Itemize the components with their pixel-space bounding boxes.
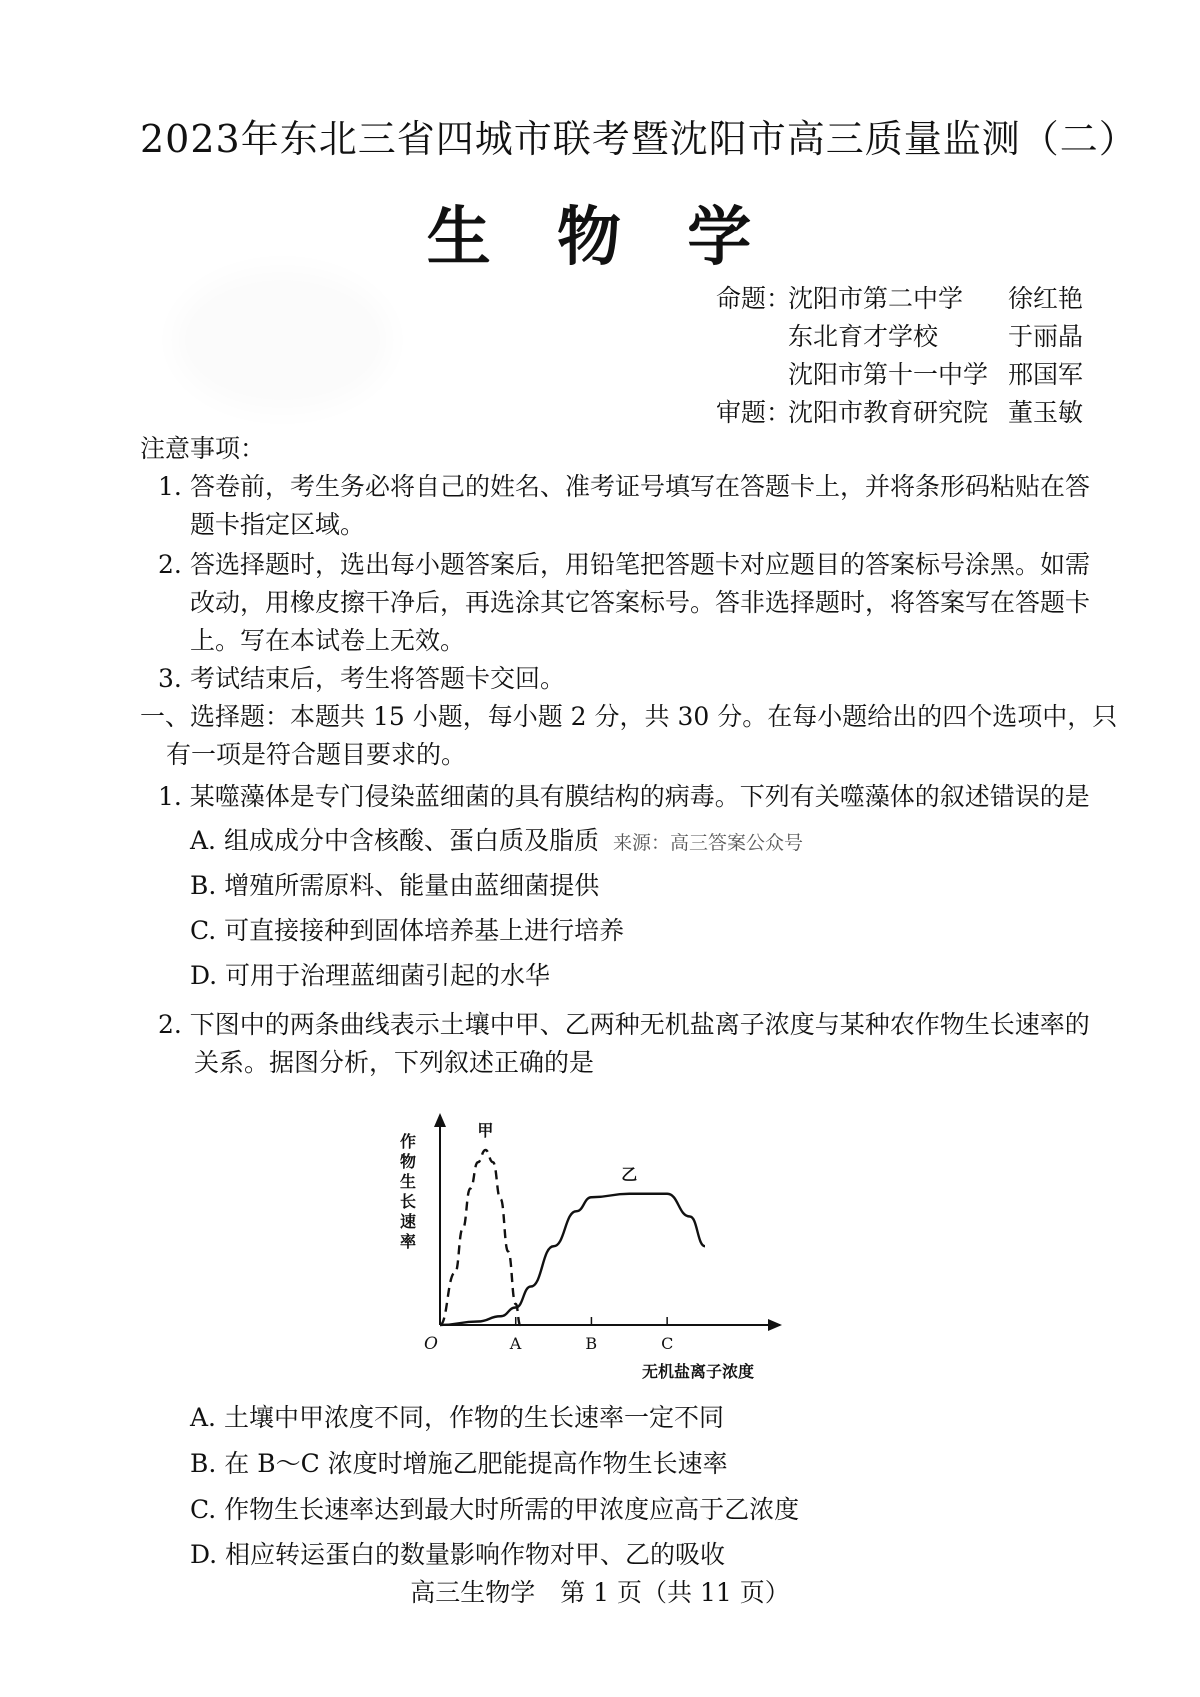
note-text	[190, 468, 1090, 544]
page-footer: 高三生物学 第 1 页（共 11 页）	[410, 1578, 790, 1607]
stem-line: 2. 下图中的两条曲线表示土壤中甲、乙两种无机盐离子浓度与某种农作物生长速率的	[158, 1010, 1090, 1039]
series-label: 乙	[621, 1164, 638, 1184]
series-line-jia	[440, 1150, 520, 1325]
section-line: 有一项是符合题目要求的。	[166, 740, 467, 769]
series-label: 甲	[477, 1121, 494, 1140]
author-role	[716, 318, 788, 356]
note-line: 上。写在本试卷上无效。	[190, 626, 466, 655]
author-name: 于丽晶	[1008, 322, 1084, 351]
note-line: 改动，用橡皮擦干净后，再选涂其它答案标号。答非选择题时，将答案写在答题卡	[190, 588, 1091, 617]
y-axis-label	[400, 1132, 416, 1251]
x-tick-label: B	[585, 1334, 598, 1353]
exam-title: 2023年东北三省四城市联考暨沈阳市高三质量监测（二）	[140, 117, 1138, 161]
note-number: 1.	[158, 472, 182, 501]
author-school: 沈阳市教育研究院	[788, 398, 989, 427]
note-line: 题卡指定区域。	[190, 510, 366, 539]
note-line: 考试结束后，考生将答题卡交回。	[190, 664, 566, 693]
note-item	[158, 660, 182, 698]
question-2-option-c: C. 作物生长速率达到最大时所需的甲浓度应高于乙浓度	[190, 1495, 800, 1524]
question-2-stem	[158, 1006, 1090, 1082]
author-school: 沈阳市第十一中学	[788, 360, 989, 389]
series-line-yi	[440, 1194, 705, 1325]
question-1-stem: 1. 某噬藻体是专门侵染蓝细菌的具有膜结构的病毒。下列有关噬藻体的叙述错误的是	[158, 782, 1090, 811]
x-ticks	[509, 1317, 674, 1353]
author-role	[716, 356, 788, 394]
author-row	[716, 318, 1088, 356]
x-axis-label: 无机盐离子浓度	[642, 1362, 755, 1381]
growth-rate-chart	[380, 1105, 820, 1385]
author-school: 东北育才学校	[788, 322, 939, 351]
author-school: 沈阳市第二中学	[788, 284, 964, 313]
note-item	[158, 546, 182, 584]
redaction-blot	[185, 280, 380, 400]
note-line: 答卷前，考生务必将自己的姓名、准考证号填写在答题卡上，并将条形码粘贴在答	[190, 472, 1091, 501]
author-role: 审题：	[716, 398, 792, 427]
y-axis-label-char: 物	[400, 1152, 417, 1171]
note-text	[190, 546, 1090, 660]
stem-line: 关系。据图分析，下列叙述正确的是	[194, 1048, 595, 1077]
author-row	[716, 356, 1088, 394]
subject-title: 生 物 学	[426, 200, 774, 275]
x-tick-label: C	[661, 1334, 674, 1353]
section-heading	[140, 698, 1117, 774]
question-2-option-b: B. 在 B～C 浓度时增施乙肥能提高作物生长速率	[190, 1449, 728, 1478]
y-axis-label-char: 长	[400, 1192, 417, 1211]
note-line: 答选择题时，选出每小题答案后，用铅笔把答题卡对应题目的答案标号涂黑。如需	[190, 550, 1091, 579]
author-role: 命题：	[716, 284, 792, 313]
y-axis-label-char: 率	[400, 1232, 417, 1251]
question-2-option-d: D. 相应转运蛋白的数量影响作物对甲、乙的吸收	[190, 1540, 726, 1569]
question-1-option-c: C. 可直接接种到固体培养基上进行培养	[190, 916, 625, 945]
source-tag: 来源：高三答案公众号	[612, 832, 803, 854]
question-1-option-a	[190, 826, 803, 856]
section-line: 一、选择题：本题共 15 小题，每小题 2 分，共 30 分。在每小题给出的四个选项中，只	[140, 702, 1118, 731]
note-number: 3.	[158, 664, 182, 693]
notes-heading: 注意事项：	[140, 434, 266, 463]
y-axis-label-char: 速	[400, 1212, 417, 1231]
author-row	[716, 394, 1088, 432]
note-item	[158, 468, 182, 506]
note-number: 2.	[158, 550, 182, 579]
author-row	[716, 280, 1088, 318]
author-list	[716, 280, 1088, 432]
option-text: A. 组成成分中含核酸、蛋白质及脂质	[190, 826, 599, 855]
origin-label: O	[424, 1334, 438, 1354]
question-1-option-b: B. 增殖所需原料、能量由蓝细菌提供	[190, 871, 600, 900]
author-name: 邢国军	[1008, 360, 1084, 389]
y-axis-label-char: 作	[400, 1132, 417, 1151]
author-name: 董玉敏	[1008, 398, 1084, 427]
question-2-option-a: A. 土壤中甲浓度不同，作物的生长速率一定不同	[190, 1403, 724, 1432]
note-text	[190, 660, 565, 698]
author-name: 徐红艳	[1008, 284, 1084, 313]
series-layer	[440, 1121, 705, 1325]
y-axis-label-char: 生	[400, 1172, 417, 1191]
x-tick-label: A	[509, 1334, 522, 1353]
question-1-option-d: D. 可用于治理蓝细菌引起的水华	[190, 961, 551, 990]
